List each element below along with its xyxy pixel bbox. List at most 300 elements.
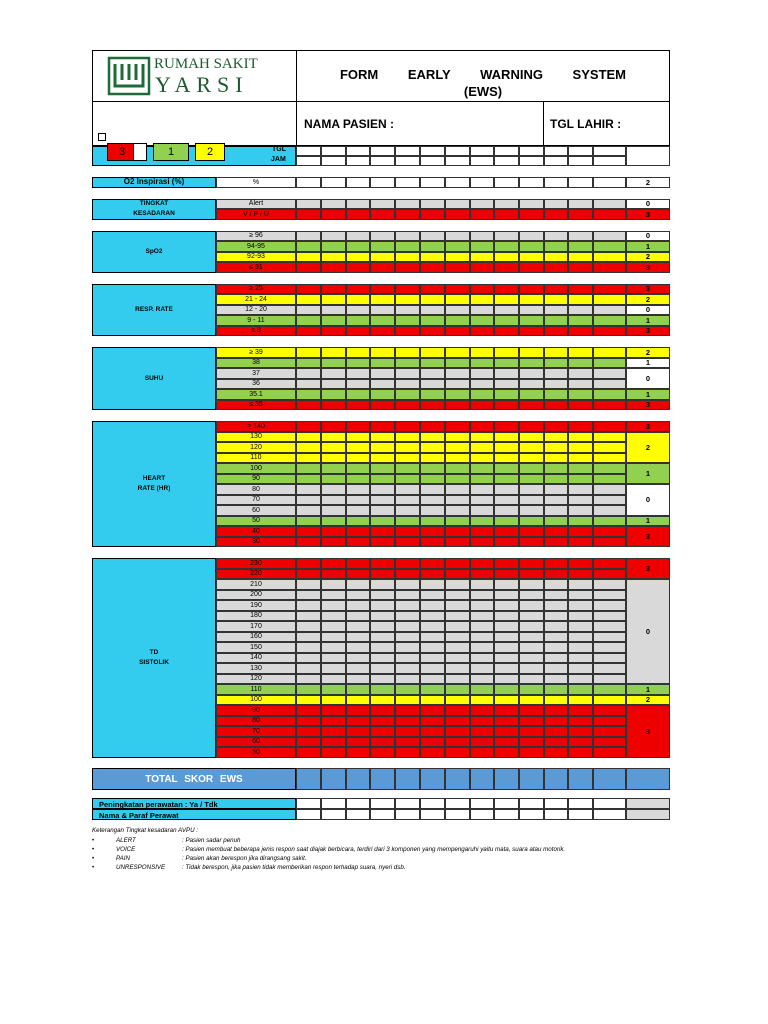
footer-row-cell[interactable] [593,798,626,809]
entry-row-cell[interactable] [321,294,346,305]
entry-row-cell[interactable] [445,379,470,390]
entry-row-cell[interactable] [296,453,321,464]
entry-row-cell[interactable] [593,368,626,379]
entry-row-cell[interactable] [494,315,519,326]
entry-row-cell[interactable] [544,526,568,537]
entry-row-cell[interactable] [321,252,346,263]
entry-row-cell[interactable] [494,505,519,516]
entry-row-cell[interactable] [494,305,519,316]
tgl-row-cell[interactable] [568,146,593,156]
entry-row-cell[interactable] [593,600,626,611]
entry-row-cell[interactable] [519,315,544,326]
entry-row-cell[interactable] [420,726,445,737]
jam-row-cell[interactable] [568,156,593,166]
tgl-row-cell[interactable] [494,146,519,156]
entry-row-cell[interactable] [494,284,519,295]
entry-row-cell[interactable] [420,400,445,411]
entry-row-cell[interactable] [321,716,346,727]
entry-row-cell[interactable] [321,262,346,273]
entry-row-cell[interactable] [568,621,593,632]
entry-row-cell[interactable] [420,558,445,569]
entry-row-cell[interactable] [470,400,494,411]
entry-row-cell[interactable] [346,231,370,242]
entry-row-cell[interactable] [494,358,519,369]
total-row-cell[interactable] [494,768,519,790]
entry-row-cell[interactable] [544,463,568,474]
entry-row-cell[interactable] [395,453,420,464]
entry-row-cell[interactable] [494,231,519,242]
entry-row-cell[interactable] [568,695,593,706]
entry-row-cell[interactable] [321,241,346,252]
entry-row-cell[interactable] [370,516,395,527]
entry-row-cell[interactable] [593,537,626,548]
entry-row-cell[interactable] [321,305,346,316]
entry-row-cell[interactable] [494,368,519,379]
entry-row-cell[interactable] [568,442,593,453]
entry-row-cell[interactable] [593,611,626,622]
entry-row-cell[interactable] [519,199,544,210]
entry-row-cell[interactable] [445,590,470,601]
entry-row-cell[interactable] [544,590,568,601]
entry-row-cell[interactable] [519,294,544,305]
entry-row-cell[interactable] [445,516,470,527]
total-row-cell[interactable] [470,768,494,790]
entry-row-cell[interactable] [321,590,346,601]
entry-row-cell[interactable] [321,705,346,716]
entry-row-cell[interactable] [470,294,494,305]
entry-row-cell[interactable] [296,663,321,674]
entry-row-cell[interactable] [420,231,445,242]
footer-row-cell[interactable] [346,798,370,809]
entry-row-cell[interactable] [494,579,519,590]
entry-row-cell[interactable] [519,484,544,495]
tgl-row-cell[interactable] [420,146,445,156]
entry-row-cell[interactable] [544,484,568,495]
entry-row-cell[interactable] [395,642,420,653]
total-row-cell[interactable] [519,768,544,790]
entry-row-cell[interactable] [470,495,494,506]
entry-row-cell[interactable] [296,442,321,453]
entry-row-cell[interactable] [420,209,445,220]
entry-row-cell[interactable] [346,474,370,485]
entry-row-cell[interactable] [346,737,370,748]
jam-row-cell[interactable] [321,156,346,166]
entry-row-cell[interactable] [420,579,445,590]
entry-row-cell[interactable] [494,726,519,737]
entry-row-cell[interactable] [370,537,395,548]
entry-row-cell[interactable] [395,590,420,601]
entry-row-cell[interactable] [321,463,346,474]
entry-row-cell[interactable] [593,347,626,358]
entry-row-cell[interactable] [420,442,445,453]
entry-row-cell[interactable] [544,400,568,411]
entry-row-cell[interactable] [321,747,346,758]
entry-row-cell[interactable] [370,358,395,369]
entry-row-cell[interactable] [296,642,321,653]
entry-row-cell[interactable] [346,611,370,622]
entry-row-cell[interactable] [445,421,470,432]
entry-row-cell[interactable] [346,621,370,632]
entry-row-cell[interactable] [395,231,420,242]
entry-row-cell[interactable] [470,569,494,580]
entry-row-cell[interactable] [470,347,494,358]
entry-row-cell[interactable] [395,537,420,548]
footer-row-cell[interactable] [519,798,544,809]
entry-row-cell[interactable] [470,663,494,674]
entry-row-cell[interactable] [395,209,420,220]
entry-row-cell[interactable] [568,674,593,685]
entry-row-cell[interactable] [593,284,626,295]
entry-row-cell[interactable] [321,379,346,390]
footer-row-cell[interactable] [544,809,568,820]
entry-row-cell[interactable] [395,389,420,400]
entry-row-cell[interactable] [568,368,593,379]
entry-row-cell[interactable] [346,347,370,358]
entry-row-cell[interactable] [593,684,626,695]
entry-row-cell[interactable] [494,716,519,727]
entry-row-cell[interactable] [519,379,544,390]
entry-row-cell[interactable] [494,432,519,443]
entry-row-cell[interactable] [470,716,494,727]
entry-row-cell[interactable] [519,569,544,580]
entry-row-cell[interactable] [568,516,593,527]
entry-row-cell[interactable] [445,252,470,263]
entry-row-cell[interactable] [395,358,420,369]
entry-row-cell[interactable] [420,684,445,695]
entry-row-cell[interactable] [321,368,346,379]
entry-row-cell[interactable] [370,695,395,706]
entry-row-cell[interactable] [370,747,395,758]
entry-row-cell[interactable] [420,315,445,326]
entry-row-cell[interactable] [470,611,494,622]
entry-row-cell[interactable] [494,695,519,706]
entry-row-cell[interactable] [470,653,494,664]
entry-row-cell[interactable] [568,484,593,495]
entry-row-cell[interactable] [395,558,420,569]
entry-row-cell[interactable] [544,315,568,326]
entry-row-cell[interactable] [568,231,593,242]
entry-row-cell[interactable] [494,453,519,464]
entry-row-cell[interactable] [519,611,544,622]
entry-row-cell[interactable] [593,199,626,210]
entry-row-cell[interactable] [296,558,321,569]
entry-row-cell[interactable] [519,663,544,674]
entry-row-cell[interactable] [420,421,445,432]
entry-row-cell[interactable] [593,432,626,443]
footer-row-cell[interactable] [519,809,544,820]
entry-row-cell[interactable] [544,209,568,220]
entry-row-cell[interactable] [370,495,395,506]
entry-row-cell[interactable] [370,379,395,390]
entry-row-cell[interactable] [445,368,470,379]
entry-row-cell[interactable] [296,747,321,758]
entry-row-cell[interactable] [296,737,321,748]
entry-row-cell[interactable] [494,737,519,748]
entry-row-cell[interactable] [296,252,321,263]
entry-row-cell[interactable] [370,684,395,695]
entry-row-cell[interactable] [321,737,346,748]
entry-row-cell[interactable] [321,663,346,674]
entry-row-cell[interactable] [395,716,420,727]
entry-row-cell[interactable] [296,726,321,737]
entry-row-cell[interactable] [346,294,370,305]
entry-row-cell[interactable] [370,284,395,295]
footer-row-cell[interactable] [296,809,321,820]
entry-row-cell[interactable] [519,474,544,485]
entry-row-cell[interactable] [568,526,593,537]
entry-row-cell[interactable] [420,262,445,273]
entry-row-cell[interactable] [321,209,346,220]
entry-row-cell[interactable] [470,505,494,516]
footer-row-cell[interactable] [370,809,395,820]
entry-row-cell[interactable] [346,177,370,188]
entry-row-cell[interactable] [593,389,626,400]
entry-row-cell[interactable] [494,474,519,485]
entry-row-cell[interactable] [470,674,494,685]
entry-row-cell[interactable] [593,241,626,252]
entry-row-cell[interactable] [370,421,395,432]
entry-row-cell[interactable] [593,315,626,326]
entry-row-cell[interactable] [593,737,626,748]
entry-row-cell[interactable] [395,347,420,358]
entry-row-cell[interactable] [568,241,593,252]
entry-row-cell[interactable] [519,705,544,716]
entry-row-cell[interactable] [346,716,370,727]
entry-row-cell[interactable] [370,241,395,252]
entry-row-cell[interactable] [470,241,494,252]
entry-row-cell[interactable] [544,537,568,548]
entry-row-cell[interactable] [296,400,321,411]
entry-row-cell[interactable] [395,705,420,716]
entry-row-cell[interactable] [568,421,593,432]
entry-row-cell[interactable] [519,177,544,188]
entry-row-cell[interactable] [470,315,494,326]
entry-row-cell[interactable] [445,432,470,443]
entry-row-cell[interactable] [321,526,346,537]
entry-row-cell[interactable] [494,653,519,664]
entry-row-cell[interactable] [296,209,321,220]
entry-row-cell[interactable] [321,432,346,443]
entry-row-cell[interactable] [494,241,519,252]
entry-row-cell[interactable] [370,569,395,580]
entry-row-cell[interactable] [346,705,370,716]
entry-row-cell[interactable] [420,432,445,443]
entry-row-cell[interactable] [321,516,346,527]
entry-row-cell[interactable] [593,177,626,188]
entry-row-cell[interactable] [395,726,420,737]
entry-row-cell[interactable] [568,747,593,758]
entry-row-cell[interactable] [470,442,494,453]
entry-row-cell[interactable] [346,379,370,390]
tgl-row-cell[interactable] [544,146,568,156]
entry-row-cell[interactable] [445,726,470,737]
entry-row-cell[interactable] [370,642,395,653]
entry-row-cell[interactable] [296,199,321,210]
entry-row-cell[interactable] [445,600,470,611]
entry-row-cell[interactable] [420,642,445,653]
entry-row-cell[interactable] [519,442,544,453]
entry-row-cell[interactable] [470,621,494,632]
entry-row-cell[interactable] [296,695,321,706]
entry-row-cell[interactable] [346,516,370,527]
entry-row-cell[interactable] [593,632,626,643]
entry-row-cell[interactable] [519,632,544,643]
entry-row-cell[interactable] [544,284,568,295]
jam-row-cell[interactable] [395,156,420,166]
entry-row-cell[interactable] [420,495,445,506]
entry-row-cell[interactable] [346,284,370,295]
entry-row-cell[interactable] [568,495,593,506]
entry-row-cell[interactable] [321,569,346,580]
entry-row-cell[interactable] [370,262,395,273]
entry-row-cell[interactable] [420,747,445,758]
entry-row-cell[interactable] [346,262,370,273]
entry-row-cell[interactable] [370,231,395,242]
entry-row-cell[interactable] [445,653,470,664]
entry-row-cell[interactable] [544,621,568,632]
entry-row-cell[interactable] [445,663,470,674]
entry-row-cell[interactable] [519,252,544,263]
entry-row-cell[interactable] [445,537,470,548]
entry-row-cell[interactable] [494,379,519,390]
entry-row-cell[interactable] [321,505,346,516]
entry-row-cell[interactable] [346,674,370,685]
entry-row-cell[interactable] [370,326,395,337]
entry-row-cell[interactable] [519,358,544,369]
footer-row-cell[interactable] [346,809,370,820]
entry-row-cell[interactable] [470,747,494,758]
entry-row-cell[interactable] [568,716,593,727]
entry-row-cell[interactable] [568,463,593,474]
entry-row-cell[interactable] [470,463,494,474]
entry-row-cell[interactable] [470,642,494,653]
entry-row-cell[interactable] [420,569,445,580]
entry-row-cell[interactable] [519,653,544,664]
entry-row-cell[interactable] [296,537,321,548]
entry-row-cell[interactable] [296,611,321,622]
entry-row-cell[interactable] [593,716,626,727]
entry-row-cell[interactable] [470,453,494,464]
entry-row-cell[interactable] [544,199,568,210]
entry-row-cell[interactable] [593,505,626,516]
entry-row-cell[interactable] [370,579,395,590]
entry-row-cell[interactable] [296,177,321,188]
entry-row-cell[interactable] [568,177,593,188]
entry-row-cell[interactable] [321,632,346,643]
footer-row-cell[interactable] [445,798,470,809]
entry-row-cell[interactable] [296,590,321,601]
entry-row-cell[interactable] [445,484,470,495]
entry-row-cell[interactable] [593,474,626,485]
entry-row-cell[interactable] [395,684,420,695]
entry-row-cell[interactable] [494,674,519,685]
entry-row-cell[interactable] [494,252,519,263]
entry-row-cell[interactable] [544,347,568,358]
entry-row-cell[interactable] [593,209,626,220]
entry-row-cell[interactable] [445,747,470,758]
entry-row-cell[interactable] [445,231,470,242]
entry-row-cell[interactable] [494,684,519,695]
entry-row-cell[interactable] [593,579,626,590]
entry-row-cell[interactable] [395,177,420,188]
entry-row-cell[interactable] [445,453,470,464]
entry-row-cell[interactable] [519,642,544,653]
entry-row-cell[interactable] [593,526,626,537]
total-row-cell[interactable] [321,768,346,790]
entry-row-cell[interactable] [470,590,494,601]
entry-row-cell[interactable] [395,241,420,252]
entry-row-cell[interactable] [544,663,568,674]
entry-row-cell[interactable] [296,705,321,716]
entry-row-cell[interactable] [568,642,593,653]
entry-row-cell[interactable] [321,537,346,548]
entry-row-cell[interactable] [445,505,470,516]
entry-row-cell[interactable] [593,495,626,506]
entry-row-cell[interactable] [470,516,494,527]
entry-row-cell[interactable] [544,642,568,653]
entry-row-cell[interactable] [445,579,470,590]
entry-row-cell[interactable] [544,368,568,379]
entry-row-cell[interactable] [395,421,420,432]
entry-row-cell[interactable] [395,199,420,210]
entry-row-cell[interactable] [321,442,346,453]
entry-row-cell[interactable] [519,716,544,727]
entry-row-cell[interactable] [420,326,445,337]
entry-row-cell[interactable] [445,642,470,653]
entry-row-cell[interactable] [544,600,568,611]
entry-row-cell[interactable] [346,558,370,569]
entry-row-cell[interactable] [568,305,593,316]
entry-row-cell[interactable] [519,537,544,548]
entry-row-cell[interactable] [370,600,395,611]
entry-row-cell[interactable] [420,621,445,632]
footer-row-cell[interactable] [470,798,494,809]
entry-row-cell[interactable] [296,305,321,316]
entry-row-cell[interactable] [321,421,346,432]
entry-row-cell[interactable] [544,558,568,569]
entry-row-cell[interactable] [494,558,519,569]
jam-row-cell[interactable] [593,156,626,166]
entry-row-cell[interactable] [321,358,346,369]
entry-row-cell[interactable] [593,294,626,305]
entry-row-cell[interactable] [544,611,568,622]
entry-row-cell[interactable] [568,558,593,569]
entry-row-cell[interactable] [470,684,494,695]
entry-row-cell[interactable] [370,305,395,316]
entry-row-cell[interactable] [370,474,395,485]
entry-row-cell[interactable] [321,453,346,464]
entry-row-cell[interactable] [321,642,346,653]
entry-row-cell[interactable] [395,252,420,263]
entry-row-cell[interactable] [370,526,395,537]
entry-row-cell[interactable] [370,632,395,643]
checkbox[interactable] [98,133,106,141]
entry-row-cell[interactable] [445,305,470,316]
total-row-cell[interactable] [395,768,420,790]
entry-row-cell[interactable] [519,262,544,273]
entry-row-cell[interactable] [593,453,626,464]
entry-row-cell[interactable] [470,284,494,295]
entry-row-cell[interactable] [470,432,494,443]
entry-row-cell[interactable] [470,262,494,273]
entry-row-cell[interactable] [420,199,445,210]
entry-row-cell[interactable] [420,284,445,295]
entry-row-cell[interactable] [470,484,494,495]
entry-row-cell[interactable] [544,747,568,758]
entry-row-cell[interactable] [395,294,420,305]
entry-row-cell[interactable] [321,347,346,358]
entry-row-cell[interactable] [544,379,568,390]
